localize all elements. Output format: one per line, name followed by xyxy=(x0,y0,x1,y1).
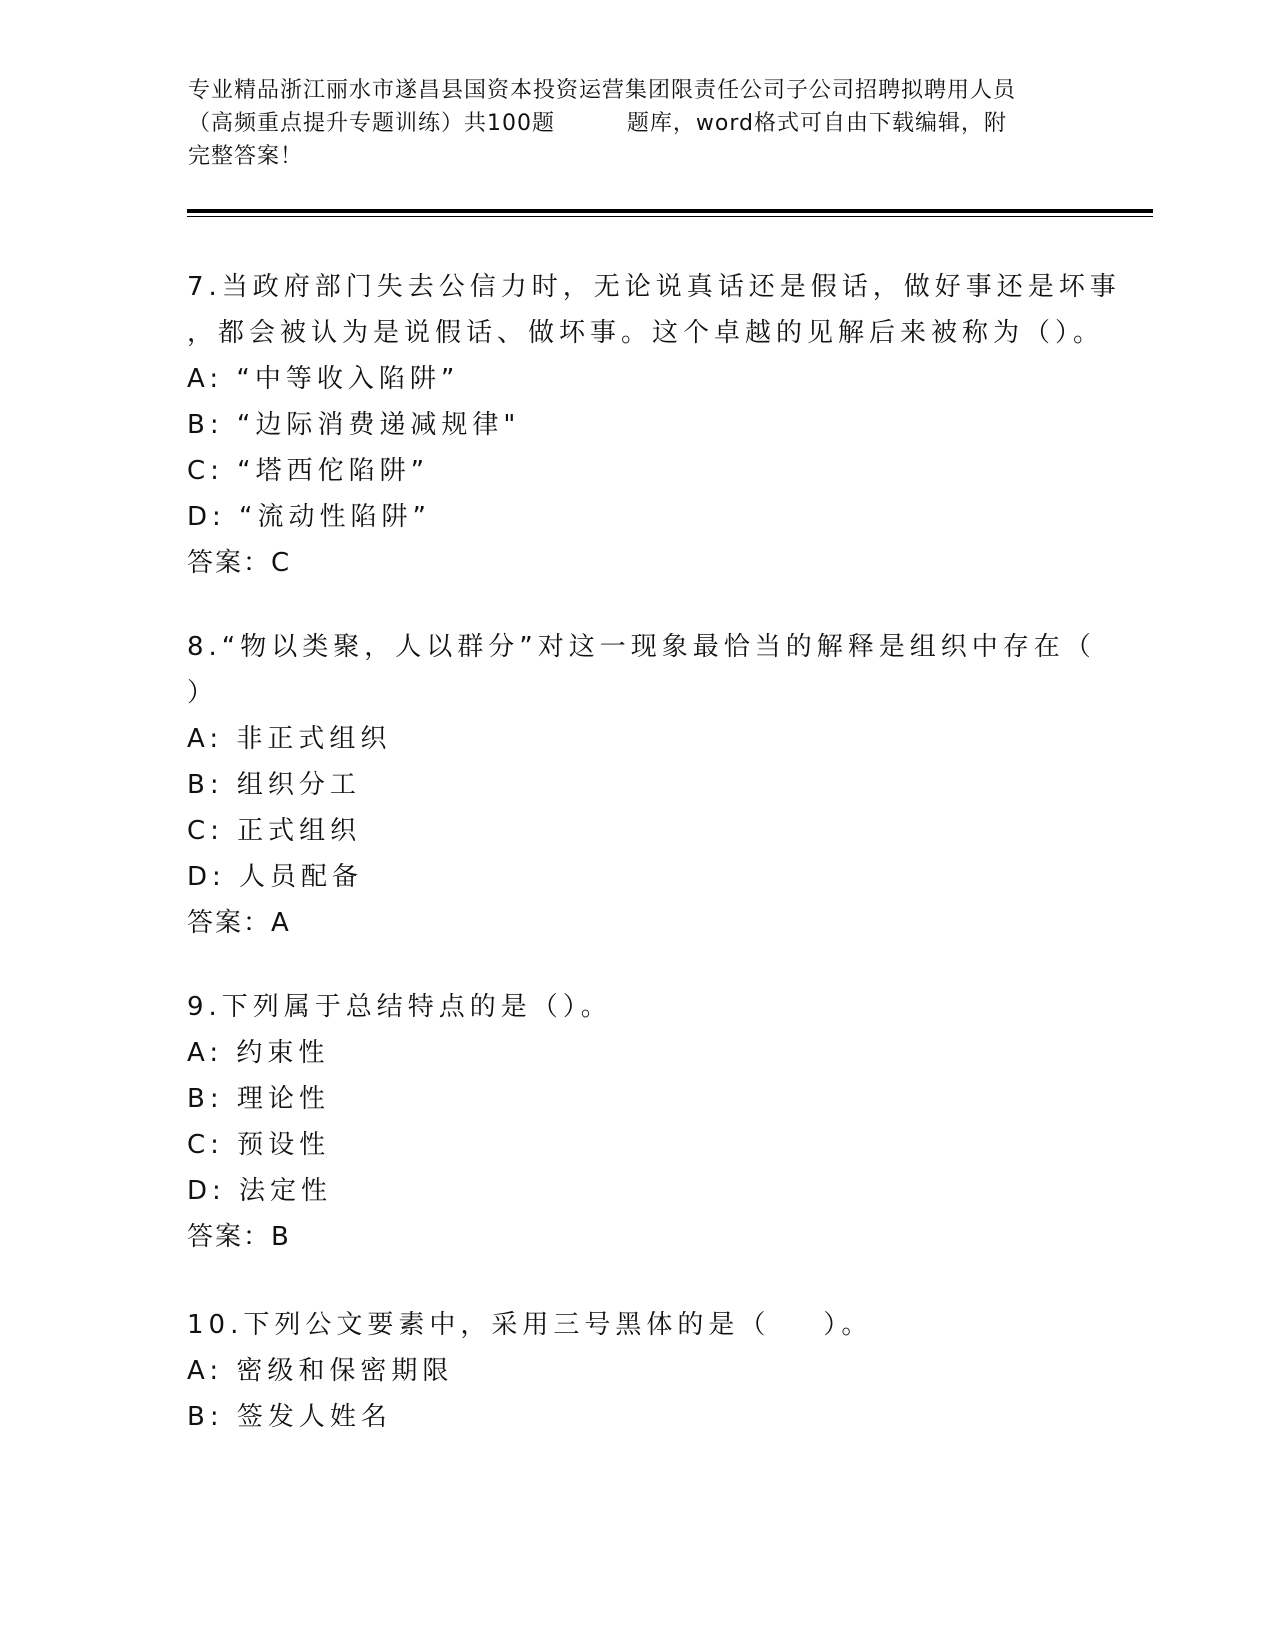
option-a: A: 密级和保密期限 xyxy=(187,1356,454,1386)
header-divider-thick xyxy=(187,209,1153,213)
answer: 答案：B xyxy=(187,1222,291,1252)
document-header xyxy=(188,74,1088,173)
question-9 xyxy=(187,984,612,1260)
option-a: A: 约束性 xyxy=(187,1038,330,1068)
question-10 xyxy=(187,1302,872,1440)
option-d: D: “流动性陷阱” xyxy=(187,502,431,532)
option-b: B: “边际消费递减规律" xyxy=(187,410,521,440)
option-a: A: “中等收入陷阱” xyxy=(187,364,460,394)
header-line: 完整答案！ xyxy=(188,144,304,169)
question-7 xyxy=(187,264,1121,586)
question-text: ，都会被认为是说假话、做坏事。这个卓越的见解后来被称为（）。 xyxy=(187,318,1105,348)
question-text: 10.下列公文要素中，采用三号黑体的是（ ）。 xyxy=(187,1310,873,1340)
option-c: C: 预设性 xyxy=(187,1130,331,1160)
answer: 答案：C xyxy=(187,548,292,578)
header-line: 专业精品浙江丽水市遂昌县国资本投资运营集团限责任公司子公司招聘拟聘用人员 xyxy=(188,78,1017,103)
question-text: 8.“物以类聚，人以群分”对这一现象最恰当的解释是组织中存在（ xyxy=(187,632,1096,662)
question-text: 7.当政府部门失去公信力时，无论说真话还是假话，做好事还是坏事 xyxy=(187,272,1121,302)
answer: 答案：A xyxy=(187,908,291,938)
option-b: B: 签发人姓名 xyxy=(187,1402,392,1432)
option-b: B: 理论性 xyxy=(187,1084,330,1114)
option-b: B: 组织分工 xyxy=(187,770,361,800)
option-d: D: 人员配备 xyxy=(187,862,364,892)
question-text: 9.下列属于总结特点的是（）。 xyxy=(187,992,612,1022)
option-a: A: 非正式组织 xyxy=(187,724,392,754)
question-text: ） xyxy=(187,678,219,708)
option-c: C: “塔西佗陷阱” xyxy=(187,456,430,486)
header-line: （高频重点提升专题训练）共100题 题库，word格式可自由下载编辑，附 xyxy=(188,111,1008,136)
question-8 xyxy=(187,624,1096,946)
option-c: C: 正式组织 xyxy=(187,816,362,846)
header-divider-thin xyxy=(187,216,1153,217)
option-d: D: 法定性 xyxy=(187,1176,333,1206)
